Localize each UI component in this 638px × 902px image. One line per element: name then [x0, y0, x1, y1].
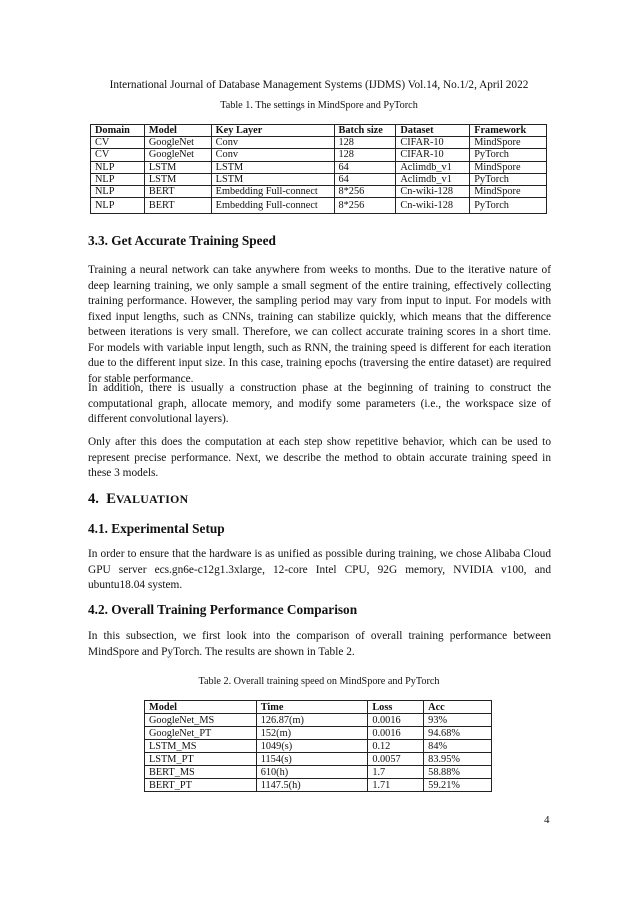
table-cell: LSTM — [144, 161, 211, 173]
table-row — [91, 173, 547, 185]
table-cell: 128 — [334, 149, 396, 161]
table-cell: GoogleNet — [144, 149, 211, 161]
table-cell: BERT — [144, 198, 211, 214]
table-cell: 610(h) — [256, 766, 368, 779]
table2-caption: Table 2. Overall training speed on MindSpore and PyTorch — [198, 676, 440, 687]
table1-col-framework: Framework — [470, 125, 547, 137]
table-cell: 1.7 — [368, 766, 424, 779]
table-row — [91, 198, 547, 214]
section-3-3-heading: 3.3. Get Accurate Training Speed — [88, 233, 276, 248]
section-4-number: 4. — [88, 491, 99, 507]
table-cell: Aclimdb_v1 — [396, 161, 470, 173]
table-cell: 1.71 — [368, 779, 424, 792]
table1-col-model: Model — [144, 125, 211, 137]
table1 — [90, 124, 547, 214]
table-cell: NLP — [91, 185, 145, 197]
table-cell: LSTM — [211, 161, 334, 173]
table-cell: GoogleNet_PT — [145, 727, 257, 740]
table-cell: MindSpore — [470, 185, 547, 197]
section-3-3-paragraph-3: Only after this does the computation at each step show repetitive behavior, which can be used to represent precise performance. Next, we describe the method to obtain accurate training speed in these 3 models. — [88, 436, 551, 479]
section-4-title-initial: E — [106, 491, 116, 507]
table-cell: 84% — [424, 740, 492, 753]
section-4-2-paragraph: In this subsection, we first look into the comparison of overall training performance between MindSpore and PyTorch. The results are shown in Table 2. — [88, 630, 551, 658]
page-number: 4 — [544, 814, 550, 826]
table-cell: LSTM_MS — [145, 740, 257, 753]
table-row — [91, 185, 547, 197]
table-cell: BERT — [144, 185, 211, 197]
table-cell: 0.0057 — [368, 753, 424, 766]
table1-col-domain: Domain — [91, 125, 145, 137]
table1-caption: Table 1. The settings in MindSpore and PyTorch — [220, 100, 418, 111]
table-cell: PyTorch — [470, 198, 547, 214]
table2-header-row — [145, 701, 492, 714]
table-cell: 8*256 — [334, 185, 396, 197]
table-cell: 0.0016 — [368, 714, 424, 727]
table-cell: CV — [91, 137, 145, 149]
table-cell: GoogleNet_MS — [145, 714, 257, 727]
table-cell: Conv — [211, 149, 334, 161]
table-cell: BERT_MS — [145, 766, 257, 779]
table-cell: PyTorch — [470, 149, 547, 161]
table-cell: 59.21% — [424, 779, 492, 792]
table-cell: Embedding Full-connect — [211, 198, 334, 214]
table-row — [145, 753, 492, 766]
table-row — [145, 714, 492, 727]
table-cell: 94.68% — [424, 727, 492, 740]
table-cell: 1147.5(h) — [256, 779, 368, 792]
table1-col-dataset: Dataset — [396, 125, 470, 137]
table2-col-time: Time — [256, 701, 368, 714]
table-cell: CIFAR-10 — [396, 149, 470, 161]
table-cell: Conv — [211, 137, 334, 149]
table-row — [145, 727, 492, 740]
table-cell: 152(m) — [256, 727, 368, 740]
table-cell: LSTM — [211, 173, 334, 185]
section-4-2-heading: 4.2. Overall Training Performance Comparison — [88, 602, 358, 617]
table-cell: 1154(s) — [256, 753, 368, 766]
section-4-heading — [88, 491, 188, 508]
table-cell: 83.95% — [424, 753, 492, 766]
table-row — [145, 766, 492, 779]
table-cell: 64 — [334, 173, 396, 185]
table-cell: 93% — [424, 714, 492, 727]
table-cell: 0.12 — [368, 740, 424, 753]
table-cell: PyTorch — [470, 173, 547, 185]
table-cell: GoogleNet — [144, 137, 211, 149]
table-cell: 58.88% — [424, 766, 492, 779]
table-cell: 0.0016 — [368, 727, 424, 740]
section-4-1-heading: 4.1. Experimental Setup — [88, 521, 225, 536]
table-cell: 126.87(m) — [256, 714, 368, 727]
table-cell: 1049(s) — [256, 740, 368, 753]
table-cell: BERT_PT — [145, 779, 257, 792]
table-row — [91, 161, 547, 173]
table-cell: 128 — [334, 137, 396, 149]
table-cell: MindSpore — [470, 161, 547, 173]
table-row — [91, 137, 547, 149]
table-cell: NLP — [91, 173, 145, 185]
running-header: International Journal of Database Management Systems (IJDMS) Vol.14, No.1/2, April 2022 — [109, 79, 529, 91]
table-cell: MindSpore — [470, 137, 547, 149]
section-4-title-rest: VALUATION — [115, 492, 189, 506]
table-cell: Cn-wiki-128 — [396, 198, 470, 214]
table-cell: CIFAR-10 — [396, 137, 470, 149]
table2 — [144, 700, 492, 792]
section-3-3-paragraph-2: In addition, there is usually a construction phase at the beginning of training to construct the computational graph, allocate memory, and modify some parameters (i.e., the workspace size of different convolutional layers). — [88, 382, 551, 425]
section-3-3-paragraph-1: Training a neural network can take anywhere from weeks to months. Due to the iterative nature of deep learning training, we only sample a small segment of the entire training, effectively collecting training performance. However, the sampling period may vary from input to input. For models with fixed input lengths, such as CNNs, training can stabilize quickly, which means that the difference between iterations is very small. Therefore, we can collect accurate training scores in a short time. For models with variable input length, such as RNN, the training speed is different for each iteration due to the different input size. In this case, training epochs (traversing the entire dataset) are required for stable performance. — [88, 264, 551, 385]
table-cell: 8*256 — [334, 198, 396, 214]
table1-header-row — [91, 125, 547, 137]
table-cell: LSTM_PT — [145, 753, 257, 766]
table1-col-batch-size: Batch size — [334, 125, 396, 137]
table-cell: Cn-wiki-128 — [396, 185, 470, 197]
table-cell: NLP — [91, 198, 145, 214]
table-cell: NLP — [91, 161, 145, 173]
table-row — [145, 779, 492, 792]
table-cell: 64 — [334, 161, 396, 173]
table1-col-key-layer: Key Layer — [211, 125, 334, 137]
table2-col-model: Model — [145, 701, 257, 714]
table-row — [145, 740, 492, 753]
table-cell: LSTM — [144, 173, 211, 185]
table-cell: CV — [91, 149, 145, 161]
section-4-1-paragraph: In order to ensure that the hardware is as unified as possible during training, we chose Alibaba Cloud GPU server ecs.gn6e-c12g1.3xlarge, 12-core Intel CPU, 92G memory, NVIDIA v100, and ubuntu18.04 system. — [88, 548, 551, 591]
table2-col-acc: Acc — [424, 701, 492, 714]
table-cell: Embedding Full-connect — [211, 185, 334, 197]
table2-col-loss: Loss — [368, 701, 424, 714]
table-row — [91, 149, 547, 161]
table-cell: Aclimdb_v1 — [396, 173, 470, 185]
